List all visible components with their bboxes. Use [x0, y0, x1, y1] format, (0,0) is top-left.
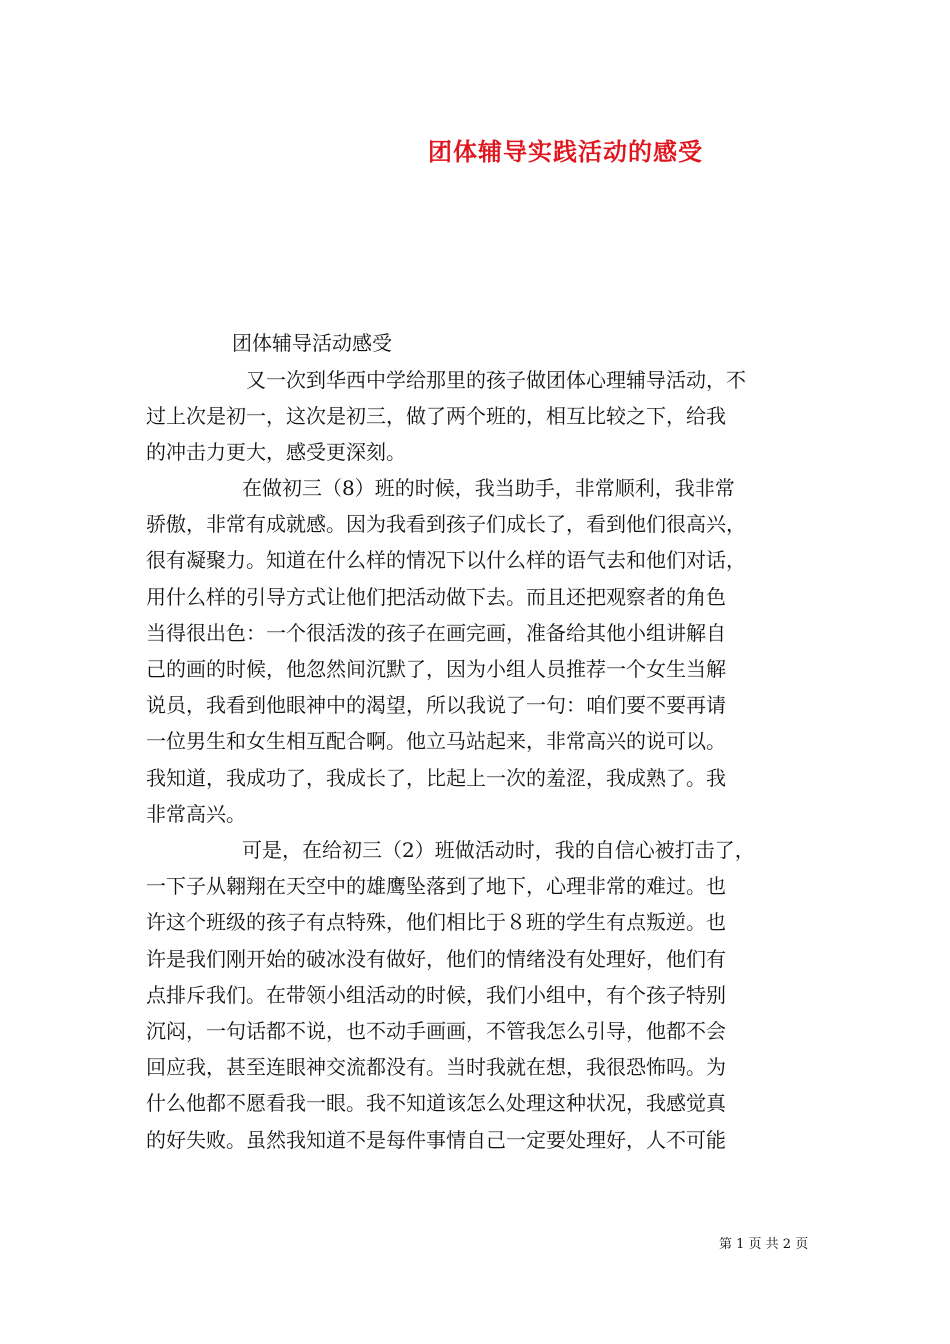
paragraph-line: 可是，在给初三（2）班做活动时，我的自信心被打击了，	[242, 838, 755, 862]
paragraph-line: 用什么样的引导方式让他们把活动做下去。而且还把观察者的角色	[146, 584, 726, 609]
paragraph-line: 的好失败。虽然我知道不是每件事情自己一定要处理好，人不可能	[146, 1127, 726, 1152]
paragraph-line: 许这个班级的孩子有点特殊，他们相比于８班的学生有点叛逆。也	[146, 910, 726, 935]
paragraph-line: 过上次是初一，这次是初三，做了两个班的，相互比较之下，给我	[146, 404, 726, 429]
paragraph-line: 一下子从翱翔在天空中的雄鹰坠落到了地下，心理非常的难过。也	[146, 874, 726, 899]
paragraph-1	[146, 362, 818, 471]
paragraph-line: 一位男生和女生相互配合啊。他立马站起来，非常高兴的说可以。	[146, 729, 726, 754]
paragraph-line: 我知道，我成功了，我成长了，比起上一次的羞涩，我成熟了。我	[146, 765, 726, 790]
document-subtitle: 团体辅导活动感受	[232, 331, 392, 355]
paragraph-line: 许是我们刚开始的破冰没有做好，他们的情绪没有处理好，他们有	[146, 946, 726, 971]
paragraph-line: 当得很出色：一个很活泼的孩子在画完画，准备给其他小组讲解自	[146, 620, 726, 645]
paragraph-line: 骄傲，非常有成就感。因为我看到孩子们成长了，看到他们很高兴，	[146, 512, 746, 537]
paragraph-3	[146, 832, 818, 1158]
paragraph-line: 沉闷，一句话都不说，也不动手画画，不管我怎么引导，他都不会	[146, 1019, 726, 1044]
paragraph-line: 什么他都不愿看我一眼。我不知道该怎么处理这种状况，我感觉真	[146, 1091, 726, 1116]
paragraph-line: 的冲击力更大，感受更深刻。	[146, 440, 406, 465]
document-title: 团体辅导实践活动的感受	[428, 137, 703, 166]
page-number-footer: 第 1 页 共 2 页	[719, 1237, 809, 1252]
paragraph-2	[146, 470, 818, 832]
paragraph-line: 在做初三（8）班的时候，我当助手，非常顺利，我非常	[242, 476, 735, 500]
paragraph-line: 非常高兴。	[146, 801, 246, 826]
paragraph-line: 回应我，甚至连眼神交流都没有。当时我就在想，我很恐怖吗。为	[146, 1055, 726, 1080]
paragraph-line: 又一次到华西中学给那里的孩子做团体心理辅导活动，不	[246, 368, 746, 392]
paragraph-line: 很有凝聚力。知道在什么样的情况下以什么样的语气去和他们对话，	[146, 548, 746, 573]
paragraph-line: 己的画的时候，他忽然间沉默了，因为小组人员推荐一个女生当解	[146, 657, 726, 682]
paragraph-line: 说员，我看到他眼神中的渴望，所以我说了一句：咱们要不要再请	[146, 693, 726, 718]
paragraph-line: 点排斥我们。在带领小组活动的时候，我们小组中，有个孩子特别	[146, 982, 726, 1007]
